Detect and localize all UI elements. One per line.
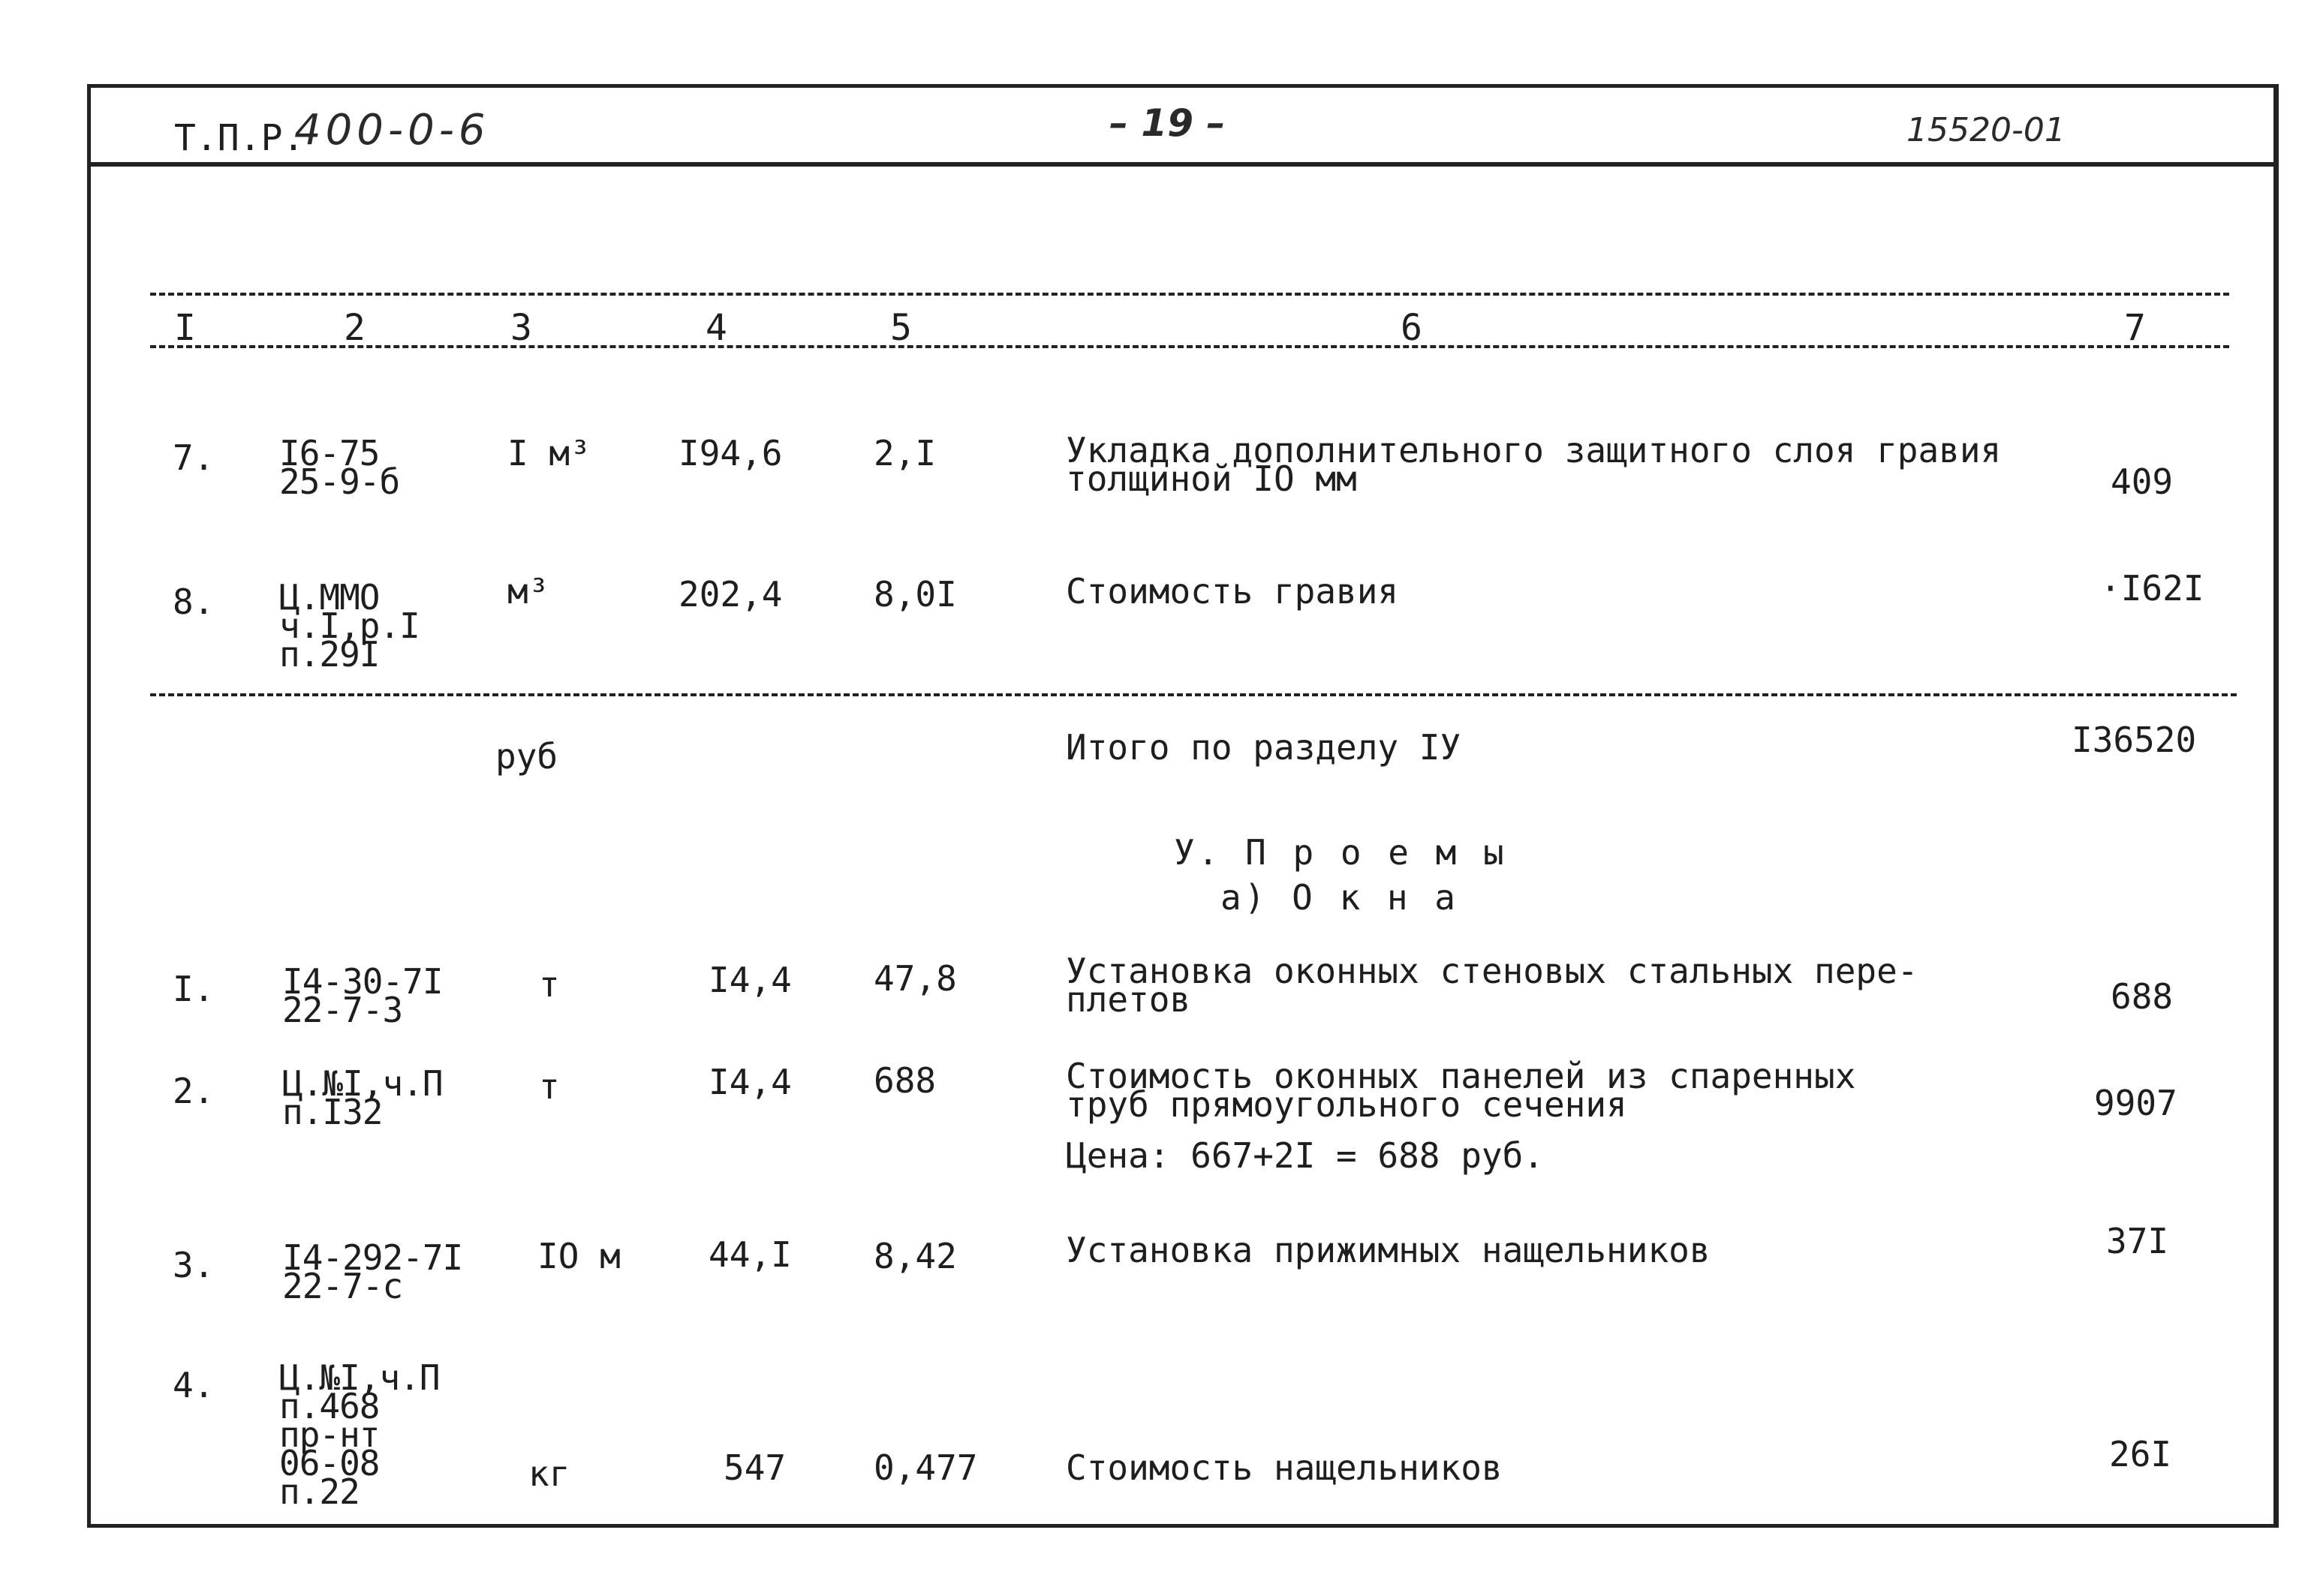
row-code: I6-75 — [279, 433, 380, 473]
row-price-note: Цена: 667+2I = 688 руб. — [1066, 1135, 1544, 1176]
row-description: толщиной IO мм — [1066, 458, 1357, 499]
row-description: Установка прижимных нащельников — [1066, 1230, 1711, 1270]
row-quantity: 202,4 — [679, 574, 783, 615]
row-unit-price: 8,0I — [874, 574, 957, 615]
column-number-2: 2 — [344, 307, 366, 349]
row-number: 7. — [173, 437, 215, 478]
row-code: I4-292-7I — [282, 1237, 463, 1278]
column-number-6: 6 — [1401, 307, 1422, 349]
row-unit-price: 8,42 — [874, 1236, 957, 1276]
row-description: плетов — [1066, 979, 1191, 1020]
row-unit-price: 0,477 — [874, 1447, 978, 1488]
row-unit: кг — [528, 1453, 570, 1494]
row-unit-price: 2,I — [874, 433, 937, 473]
row-code: Ц.ММО — [279, 577, 380, 618]
section-title: У. П р о е м ы — [1174, 832, 1507, 873]
row-code: п.I32 — [282, 1092, 383, 1132]
row-code: Ц.№I,ч.П — [279, 1357, 440, 1398]
row-code: 22-7-с — [282, 1266, 403, 1306]
column-header-top-rule — [150, 293, 2229, 296]
header-divider — [87, 162, 2279, 167]
subtotal-unit: руб — [495, 736, 558, 777]
doc-code: 15520-01 — [1906, 111, 2066, 149]
row-unit-price: 47,8 — [874, 958, 957, 999]
row-code: п.468 — [279, 1386, 380, 1426]
row-total: 688 — [2111, 976, 2174, 1017]
row-description: Укладка дополнительного защитного слоя гравия — [1066, 430, 2002, 470]
row-unit: т — [539, 1066, 560, 1107]
page-number: – 19 – — [1109, 101, 1226, 145]
column-number-1: I — [174, 307, 196, 349]
row-code: ч.I,р.I — [279, 606, 420, 646]
column-number-7: 7 — [2124, 307, 2146, 349]
row-quantity: 547 — [724, 1447, 787, 1488]
row-quantity: 44,I — [709, 1234, 792, 1275]
row-unit: I м³ — [507, 433, 591, 473]
row-quantity: I4,4 — [709, 1062, 792, 1102]
row-code: 25-9-б — [279, 461, 400, 502]
row-number: 2. — [173, 1071, 215, 1111]
row-unit-price: 688 — [874, 1060, 937, 1101]
row-unit: м³ — [507, 571, 549, 612]
row-code: 06-08 — [279, 1443, 380, 1483]
row-code: п.29I — [279, 634, 380, 675]
row-number: 8. — [173, 582, 215, 622]
row-quantity: I94,6 — [679, 433, 783, 473]
page-frame — [87, 84, 2279, 1528]
row-quantity: I4,4 — [709, 960, 792, 1000]
row-description: Стоимость нащельников — [1066, 1447, 1503, 1488]
row-number: 3. — [173, 1245, 215, 1285]
subtotal-value: I36520 — [2072, 720, 2197, 760]
row-number: I. — [173, 969, 215, 1009]
row-code: Ц.№I,ч.П — [282, 1063, 443, 1104]
row-code: пр-нт — [279, 1414, 380, 1455]
row-description: Стоимость оконных панелей из спаренных — [1066, 1056, 1856, 1096]
row-description: Стоимость гравия — [1066, 571, 1399, 612]
column-number-4: 4 — [706, 307, 727, 349]
row-code: I4-30-7I — [282, 961, 443, 1002]
row-unit: IO м — [537, 1236, 621, 1276]
section-subtitle: а) О к н а — [1220, 877, 1458, 918]
row-total: 9907 — [2094, 1083, 2177, 1123]
row-description: труб прямоугольного сечения — [1066, 1084, 1627, 1125]
row-description: Установка оконных стеновых стальных пере- — [1066, 951, 1918, 991]
row-total: 409 — [2111, 461, 2174, 502]
doc-prefix: Т.П.Р. — [174, 117, 305, 159]
row-total: ·I62I — [2100, 568, 2204, 609]
subtotal-label: Итого по разделу IУ — [1066, 727, 1461, 768]
column-number-5: 5 — [890, 307, 912, 349]
row-code: 22-7-3 — [282, 990, 403, 1030]
column-number-3: 3 — [510, 307, 532, 349]
column-header-bottom-rule — [150, 345, 2229, 348]
row-total: 37I — [2106, 1221, 2169, 1261]
row-code: п.22 — [279, 1471, 360, 1512]
row-unit: т — [539, 964, 560, 1005]
subtotal-rule — [150, 693, 2237, 696]
row-number: 4. — [173, 1365, 215, 1405]
row-total: 26I — [2109, 1434, 2172, 1474]
doc-number: 400-0-6 — [294, 106, 490, 155]
